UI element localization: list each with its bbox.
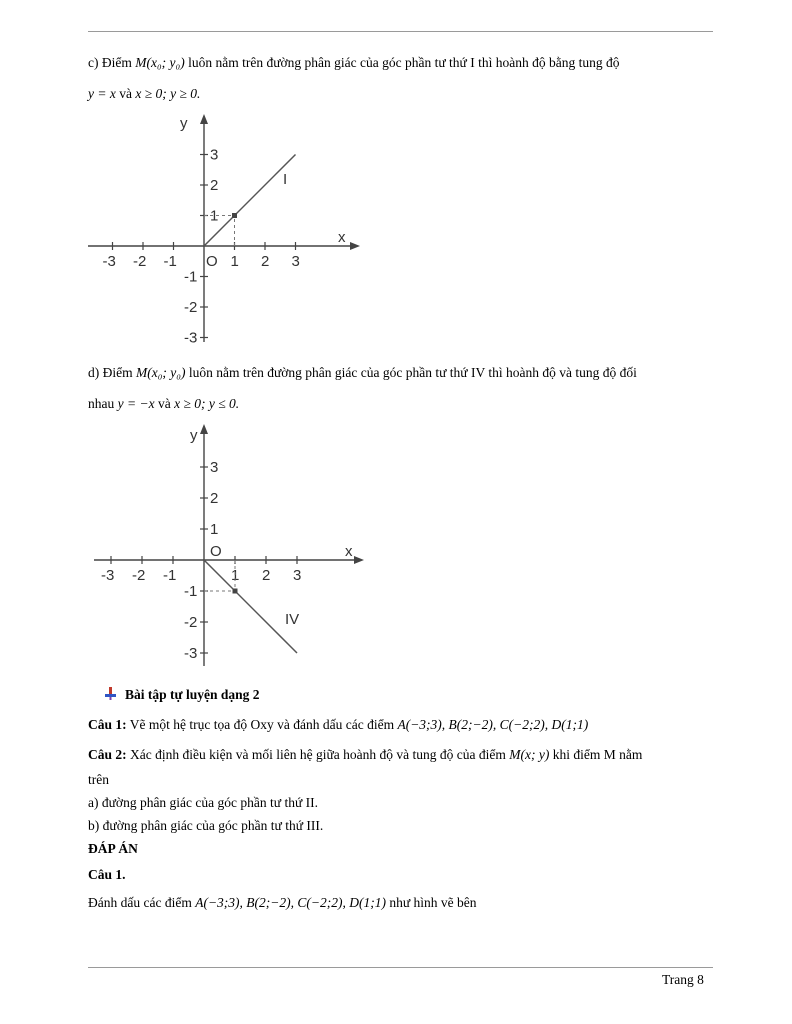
exercise-heading xyxy=(104,686,260,704)
x-axis-label: x xyxy=(338,229,346,246)
line-label: IV xyxy=(285,611,300,628)
q1-points: A(−3;3), B(2;−2), C(−2;2), D(1;1) xyxy=(397,717,589,732)
q2-post: khi điểm M nằm xyxy=(552,747,643,762)
page-number: Trang 8 xyxy=(662,972,704,987)
part-d-condition: x ≥ 0; y ≤ 0. xyxy=(174,396,240,411)
a1-points: A(−3;3), B(2;−2), C(−2;2), D(1;1) xyxy=(195,895,386,910)
q1-text: Vẽ một hệ trục tọa độ Oxy và đánh dấu các điểm xyxy=(129,717,395,732)
y-tick-label: -1 xyxy=(184,583,198,600)
q2-text: Xác định điều kiện và mối liên hệ giữa hoành độ và tung độ của điểm xyxy=(130,747,506,762)
x-tick-label: -1 xyxy=(163,253,177,270)
graph-quadrant-I xyxy=(80,110,380,350)
header-rule xyxy=(88,31,713,32)
x-axis-arrow-icon xyxy=(354,556,364,564)
x-tick-label: -3 xyxy=(101,567,115,584)
exercise-q1 xyxy=(88,716,588,734)
y-axis-arrow-icon xyxy=(200,114,208,124)
x-tick-label: 3 xyxy=(291,253,300,270)
x-tick-label: 1 xyxy=(231,567,240,584)
y-axis-label: y xyxy=(190,427,198,444)
graph-quadrant-IV xyxy=(80,420,380,670)
answer-q1 xyxy=(88,894,477,912)
x-tick-label: 2 xyxy=(262,567,271,584)
y-tick-label: -3 xyxy=(184,329,198,347)
x-tick-label: 1 xyxy=(230,253,239,270)
exercise-q2-a: a) đường phân giác của góc phần tư thứ II. xyxy=(88,795,319,810)
x-axis-arrow-icon xyxy=(350,242,360,250)
x-tick-label: 3 xyxy=(293,567,302,584)
part-d-conj: và xyxy=(157,396,171,411)
q1-label: Câu 1: xyxy=(88,717,127,732)
part-d-intro: d) Điểm xyxy=(88,365,133,380)
exercise-q2-b: b) đường phân giác của góc phần tư thứ III. xyxy=(88,818,324,833)
exercise-q2 xyxy=(88,746,642,764)
y-tick-label: 3 xyxy=(210,459,219,476)
part-c-condition: x ≥ 0; y ≥ 0. xyxy=(135,86,201,101)
y-tick-label: 1 xyxy=(210,521,219,538)
part-c-equation: y = x xyxy=(88,86,116,101)
q2-label: Câu 2: xyxy=(88,747,127,762)
exercise-q2-line2: trên xyxy=(88,772,109,787)
marked-point xyxy=(232,213,237,218)
part-c-line2 xyxy=(88,85,200,103)
y-tick-label: -3 xyxy=(184,645,198,662)
x-tick-label: -2 xyxy=(133,253,147,270)
y-tick-label: -2 xyxy=(184,299,198,316)
origin-label: O xyxy=(206,253,218,270)
part-c-point: M(x₀; y₀) xyxy=(135,55,185,70)
q2-point: M(x; y) xyxy=(509,747,550,762)
x-tick-label: -2 xyxy=(132,567,146,584)
x-tick-label: -1 xyxy=(163,567,177,584)
footer-rule xyxy=(88,967,713,968)
line-label: I xyxy=(283,171,288,188)
part-d-equation: y = −x xyxy=(117,396,155,411)
part-c-line1 xyxy=(88,54,619,72)
y-axis-arrow-icon xyxy=(200,424,208,434)
origin-label: O xyxy=(210,543,222,560)
y-tick-label: -2 xyxy=(184,614,198,631)
part-c-statement: luôn nằm trên đường phân giác của góc phần tư thứ I thì hoành độ bằng tung độ xyxy=(188,55,620,70)
a1-post: như hình vẽ bên xyxy=(389,895,477,910)
a1-intro: Đánh dấu các điểm xyxy=(88,895,192,910)
part-c-conj: và xyxy=(119,86,132,101)
y-tick-label: 3 xyxy=(210,146,219,164)
x-tick-label: 2 xyxy=(261,253,270,270)
answer-q1-label: Câu 1. xyxy=(88,867,126,882)
part-d-intro2: nhau xyxy=(88,396,115,411)
answers-heading: ĐÁP ÁN xyxy=(88,841,138,856)
y-tick-label: 1 xyxy=(210,207,219,225)
part-d-line2 xyxy=(88,395,239,413)
y-tick-label: 2 xyxy=(210,177,219,194)
y-tick-label: -1 xyxy=(184,268,198,286)
x-axis-label: x xyxy=(345,543,353,560)
y-tick-label: 2 xyxy=(210,490,219,507)
marked-point xyxy=(233,589,238,594)
exercise-heading-text: Bài tập tự luyện dạng 2 xyxy=(125,687,260,702)
y-axis-label: y xyxy=(180,115,188,132)
part-d-line1 xyxy=(88,364,637,382)
pin-bullet-icon xyxy=(104,687,117,700)
part-c-intro: c) Điểm xyxy=(88,55,132,70)
bisector-line xyxy=(204,560,300,653)
part-d-point: M(x₀; y₀) xyxy=(136,365,186,380)
part-d-statement: luôn nằm trên đường phân giác của góc phần tư thứ IV thì hoành độ và tung độ đối xyxy=(188,365,637,380)
x-tick-label: -3 xyxy=(102,253,116,270)
bisector-line xyxy=(204,155,296,247)
